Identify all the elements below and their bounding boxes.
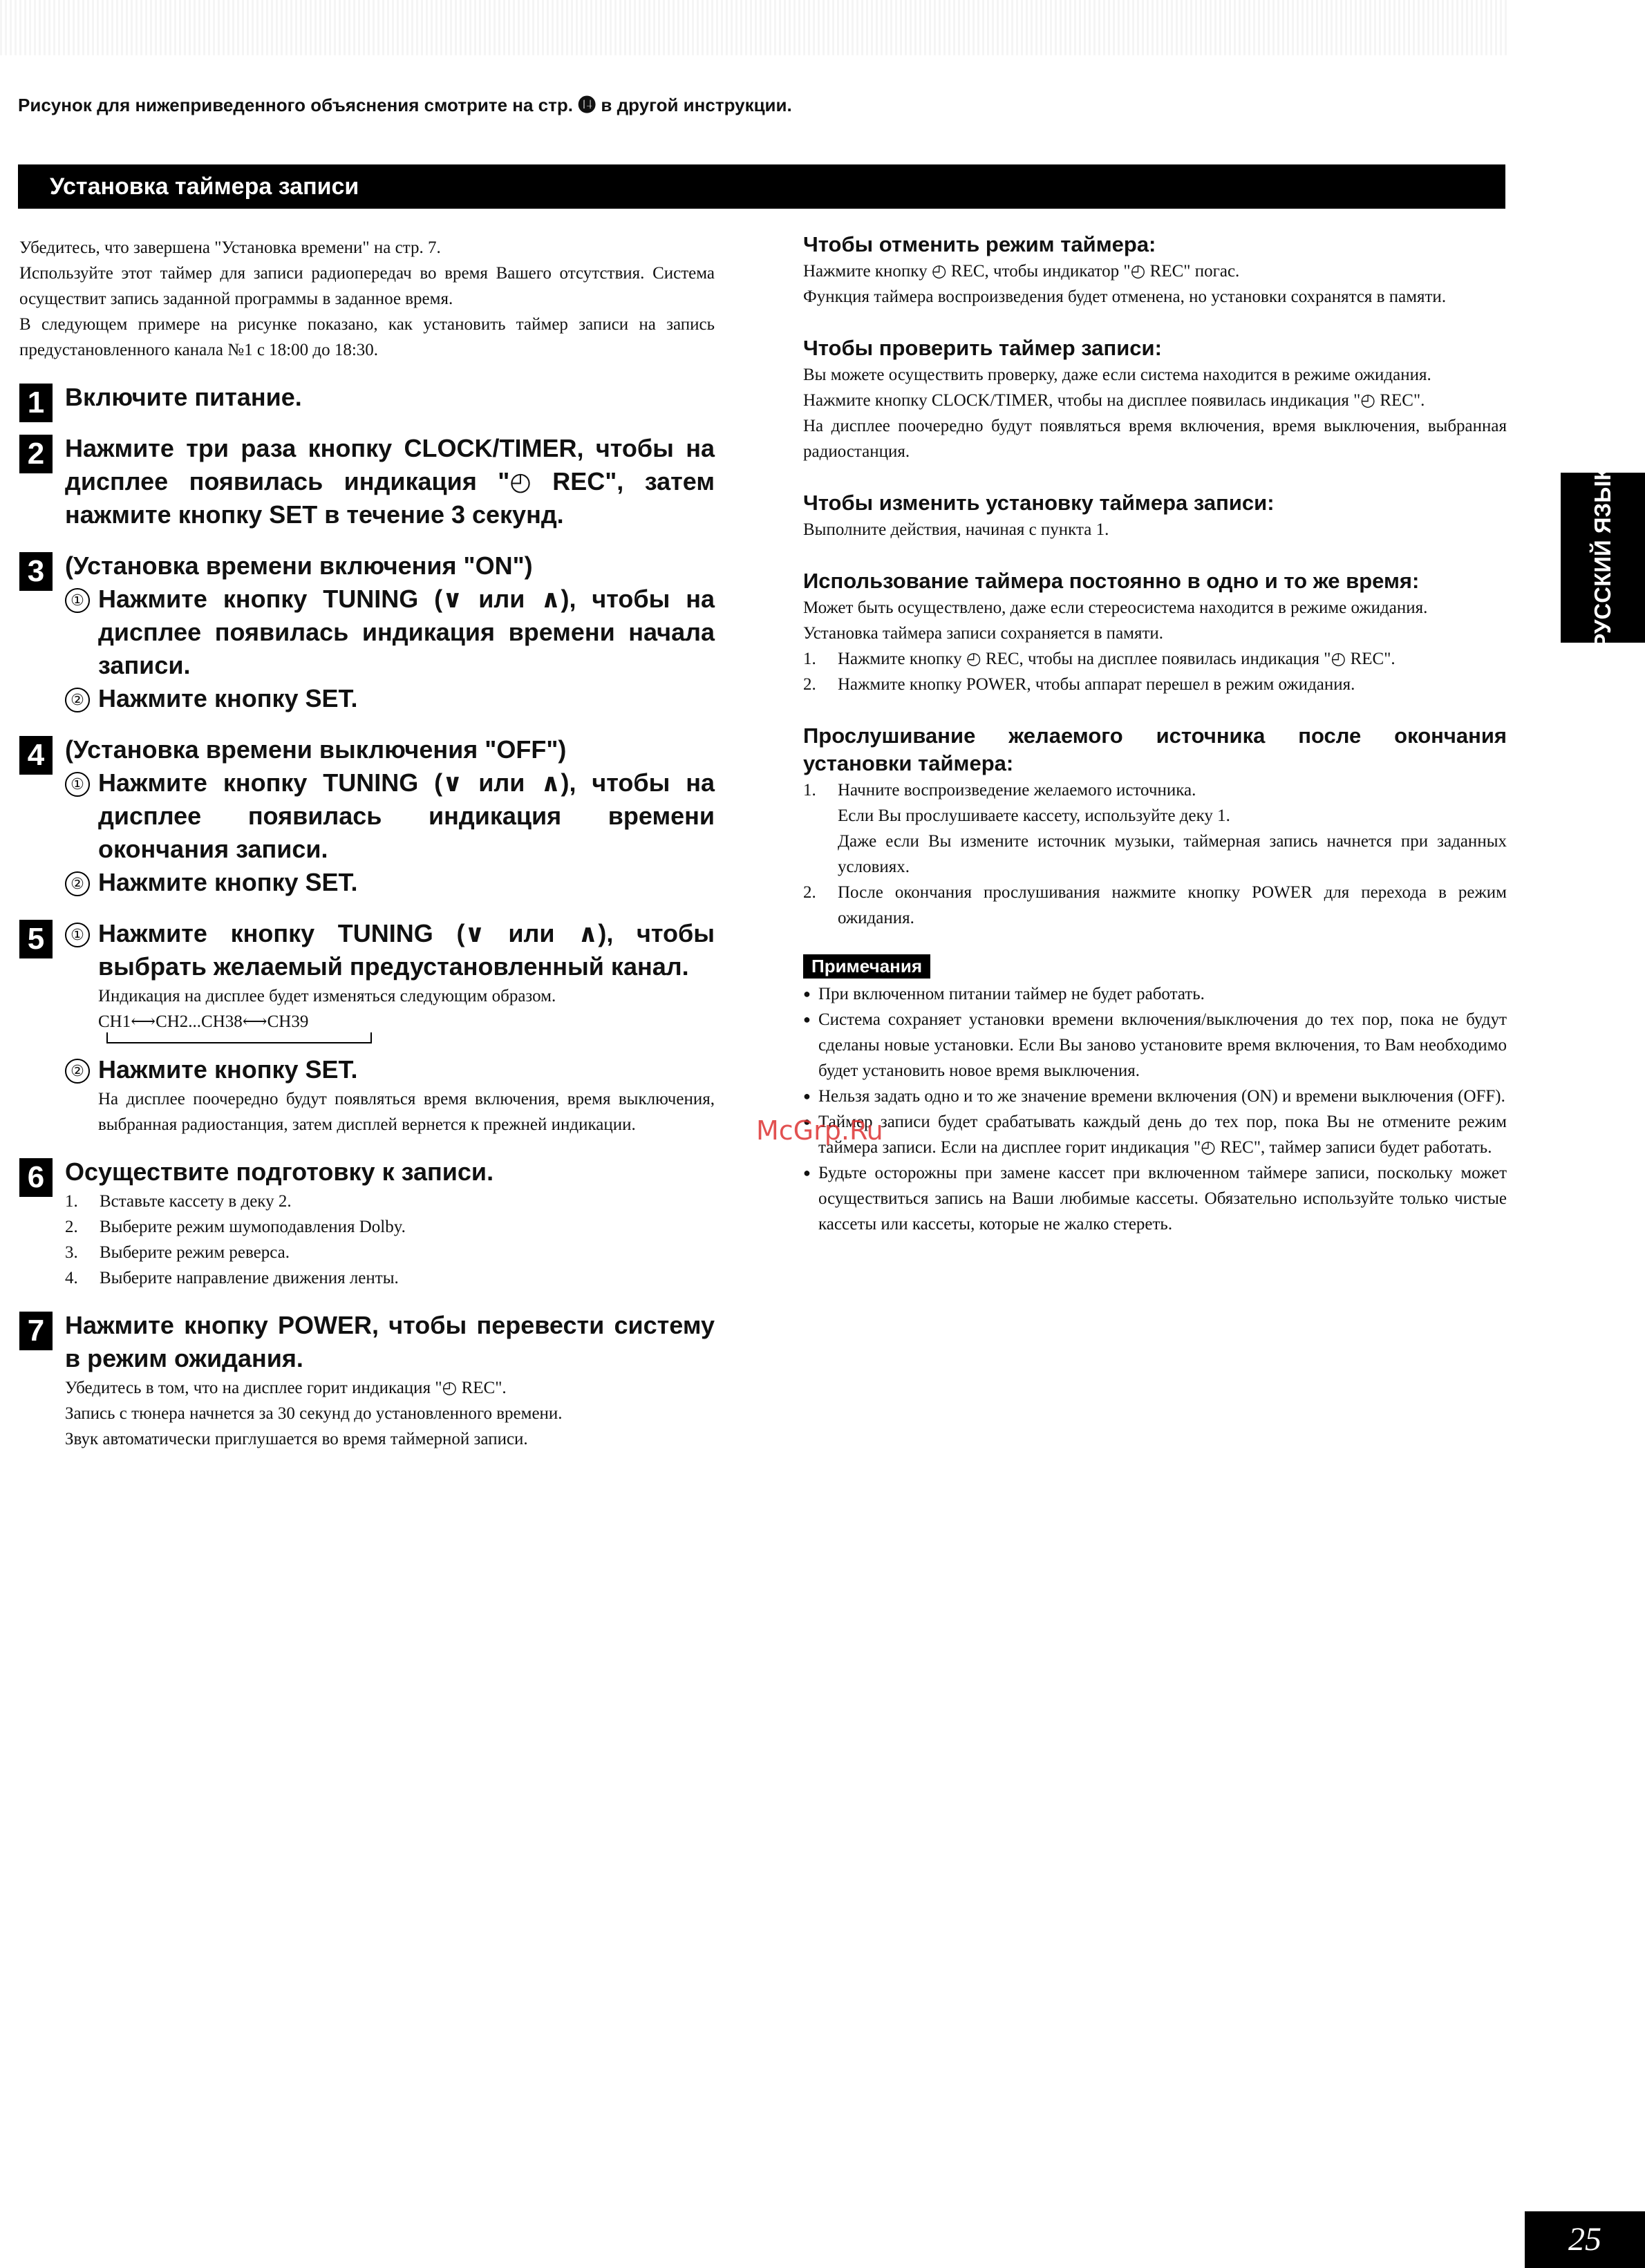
listen-heading: Прослушивание желаемого источника после окончания установки таймера:	[803, 724, 1507, 775]
step-number: 3	[19, 552, 53, 591]
language-tab	[1561, 466, 1645, 649]
step-number: 1	[19, 384, 53, 422]
step-note: Убедитесь в том, что на дисплее горит индикация "◴ REC".	[65, 1379, 507, 1397]
step-number: 4	[19, 736, 53, 775]
list-item: 1. Нажмите кнопку ◴ REC, чтобы на дисплее появилась индикация "◴ REC".	[803, 650, 1395, 668]
channel-sequence: CH1⟷CH2...CH38⟷CH39	[98, 1012, 309, 1031]
circle-number: ①	[65, 923, 90, 947]
step-6	[19, 1155, 715, 1291]
note-item: ● Таймер записи будет срабатывать каждый день до тех пор, пока Вы не отмените режим таймера записи. Если на дисплее горит индикация "◴ REC", таймер записи будет работать.	[803, 1109, 1507, 1160]
same-time-text: Может быть осуществлено, даже если стереосистема находится в режиме ожидания.	[803, 598, 1428, 617]
intro-2: Используйте этот таймер для записи радиопередач во время Вашего отсутствия. Система осуществит запись заданной программы в заданное время.	[19, 264, 715, 308]
list-item: 3. Выберите режим реверса.	[65, 1243, 290, 1262]
step-title: Включите питание.	[65, 383, 302, 411]
right-column	[803, 231, 1507, 1237]
step-title: Осуществите подготовку к записи.	[65, 1157, 494, 1186]
step-number: 7	[19, 1312, 53, 1350]
display-note: На дисплее поочередно будут появляться время включения, время выключения, выбранная радиостанция, затем дисплей вернется к прежней индикации.	[98, 1090, 715, 1134]
substep-1	[65, 766, 715, 866]
cancel-text: Нажмите кнопку ◴ REC, чтобы индикатор "◴ REC" погас.	[803, 262, 1240, 281]
cancel-text: Функция таймера воспроизведения будет отменена, но установки сохранятся в памяти.	[803, 287, 1447, 306]
step-title: Нажмите три раза кнопку CLOCK/TIMER, чтобы на дисплее появилась индикация "◴ REC", затем нажмите кнопку SET в течение 3 секунд.	[65, 434, 715, 529]
substep-text: Нажмите кнопку TUNING (∨ или ∧), чтобы выбрать желаемый предустановленный канал.	[98, 919, 715, 981]
substep-text: Нажмите кнопку TUNING (∨ или ∧), чтобы на дисплее появилась индикация времени начала записи.	[98, 585, 715, 679]
cancel-heading: Чтобы отменить режим таймера:	[803, 232, 1156, 256]
note-item: ● Нельзя задать одно и то же значение времени включения (ON) и времени выключения (OFF).	[803, 1084, 1507, 1109]
section-banner: Установка таймера записи	[18, 164, 1505, 209]
check-text: Вы можете осуществить проверку, даже если система находится в режиме ожидания.	[803, 366, 1431, 384]
display-note: Индикация на дисплее будет изменяться следующим образом.	[98, 987, 556, 1005]
step-number: 2	[19, 435, 53, 473]
note-item: ● Система сохраняет установки времени включения/выключения до тех пор, пока не будут сделаны новые установки. Если Вы заново установите время включения, то Вам необходимо будет установить новое время выключения.	[803, 1007, 1507, 1084]
circle-number: ②	[65, 871, 90, 896]
intro-1: Убедитесь, что завершена "Установка времени" на стр. 7.	[19, 238, 441, 257]
left-column	[19, 235, 715, 1452]
step-5	[19, 917, 715, 1137]
step-number: 6	[19, 1158, 53, 1197]
circle-number: ①	[65, 772, 90, 797]
list-item: 1. Вставьте кассету в деку 2.	[65, 1192, 292, 1211]
step-title: (Установка времени выключения "OFF")	[65, 735, 567, 764]
change-heading: Чтобы изменить установку таймера записи:	[803, 491, 1275, 515]
note-item: ● Будьте осторожны при замене кассет при включенном таймере записи, поскольку может осуществиться запись на Ваши любимые кассеты. Обязательно используйте только чистые кассеты или кассеты, которые не жалко стереть.	[803, 1160, 1507, 1237]
step-note: Звук автоматически приглушается во время таймерной записи.	[65, 1430, 528, 1448]
step-7-notes	[65, 1375, 715, 1452]
substep-2	[65, 1053, 715, 1086]
list-item: 2. Выберите режим шумоподавления Dolby.	[65, 1218, 406, 1236]
watermark: McGrp.Ru	[756, 1115, 883, 1146]
check-text: Нажмите кнопку CLOCK/TIMER, чтобы на дисплее появилась индикация "◴ REC".	[803, 391, 1425, 410]
step-3	[19, 549, 715, 715]
note-item: ● При включенном питании таймер не будет работать.	[803, 981, 1507, 1007]
intro-3: В следующем примере на рисунке показано, как установить таймер записи на запись предустановленного канала №1 с 18:00 до 18:30.	[19, 315, 715, 359]
substep-text: Нажмите кнопку SET.	[98, 868, 358, 896]
step-note: Запись с тюнера начнется за 30 секунд до установленного времени.	[65, 1404, 563, 1423]
list-item: 1. Начните воспроизведение желаемого источника. Если Вы прослушиваете кассету, используйте деку 1. Даже если Вы измените источник музыки, таймерная запись начнется при заданных условиях.	[803, 781, 1507, 876]
circle-number: ②	[65, 688, 90, 712]
step-4	[19, 733, 715, 899]
list-item: 2. Нажмите кнопку POWER, чтобы аппарат перешел в режим ожидания.	[803, 675, 1355, 694]
circle-number: ①	[65, 588, 90, 613]
same-time-list	[803, 646, 1507, 697]
substep-text: Нажмите кнопку SET.	[98, 1055, 358, 1084]
channel-loop-arrow	[106, 1032, 372, 1043]
prep-list	[65, 1189, 715, 1291]
step-number: 5	[19, 920, 53, 958]
step-7	[19, 1309, 715, 1375]
check-heading: Чтобы проверить таймер записи:	[803, 336, 1162, 360]
substep-2-note	[65, 1086, 715, 1137]
substep-2	[65, 866, 715, 899]
step-1	[19, 381, 715, 419]
list-item: 4. Выберите направление движения ленты.	[65, 1269, 399, 1287]
step-title: (Установка времени включения "ON")	[65, 551, 533, 580]
scan-noise	[0, 0, 1507, 55]
substep-text: Нажмите кнопку SET.	[98, 684, 358, 712]
top-note: Рисунок для нижеприведенного объяснения смотрите на стр. ⓮ в другой инструкции.	[18, 95, 792, 115]
notes-label: Примечания	[803, 954, 930, 979]
substep-1	[65, 917, 715, 983]
circle-number: ②	[65, 1059, 90, 1084]
list-item: 2. После окончания прослушивания нажмите кнопку POWER для перехода в режим ожидания.	[803, 883, 1507, 927]
same-time-text: Установка таймера записи сохраняется в памяти.	[803, 624, 1164, 643]
step-title: Нажмите кнопку POWER, чтобы перевести систему в режим ожидания.	[65, 1311, 715, 1372]
substep-2	[65, 682, 715, 715]
check-text: На дисплее поочередно будут появляться время включения, время выключения, выбранная радиостанция.	[803, 417, 1507, 461]
same-time-heading: Использование таймера постоянно в одно и то же время:	[803, 569, 1420, 593]
substep-1-note	[65, 983, 715, 1043]
substep-text: Нажмите кнопку TUNING (∨ или ∧), чтобы на дисплее появилась индикация времени окончания записи.	[98, 768, 715, 863]
step-2	[19, 432, 715, 531]
notes-list	[803, 981, 1507, 1237]
listen-list	[803, 777, 1507, 931]
change-text: Выполните действия, начиная с пункта 1.	[803, 520, 1109, 539]
language-tab-label: РУССКИЙ ЯЗЫК	[1590, 466, 1615, 649]
substep-1	[65, 583, 715, 682]
page-number: 25	[1525, 2211, 1645, 2268]
